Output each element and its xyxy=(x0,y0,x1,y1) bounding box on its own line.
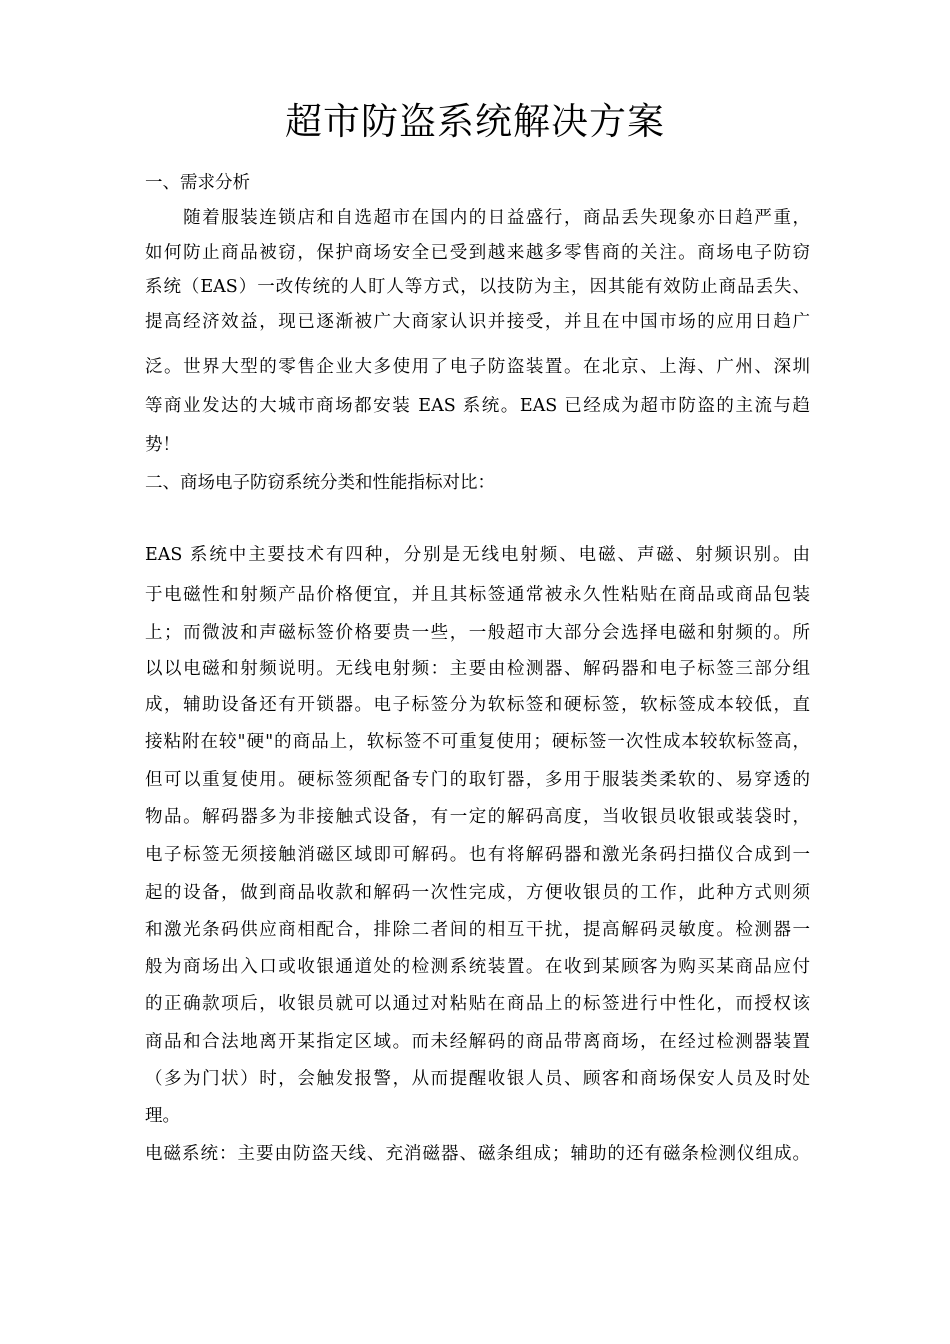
paragraph-line: 随着服装连锁店和自选超市在国内的日益盛行，商品丢失现象亦日趋严重， xyxy=(145,208,810,228)
paragraph-line: 物品。解码器多为非接触式设备，有一定的解码高度，当收银员收银或装袋时， xyxy=(145,807,810,827)
paragraph-line: 泛。世界大型的零售企业大多使用了电子防盗装置。在北京、上海、广州、深圳 xyxy=(145,357,810,377)
paragraph-line: 起的设备，做到商品收款和解码一次性完成，方便收银员的工作，此种方式则须 xyxy=(145,883,810,903)
section-heading-eas-classification: 二、商场电子防窃系统分类和性能指标对比： xyxy=(145,473,495,493)
paragraph-line: 上；而微波和声磁标签价格要贵一些，一般超市大部分会选择电磁和射频的。所 xyxy=(145,623,810,643)
paragraph-line-em-system: 电磁系统：主要由防盗天线、充消磁器、磁条组成；辅助的还有磁条检测仪组成。 xyxy=(145,1144,810,1164)
paragraph-line: 但可以重复使用。硬标签须配备专门的取钉器，多用于服装类柔软的、易穿透的 xyxy=(145,770,810,790)
paragraph-line: 电子标签无须接触消磁区域即可解码。也有将解码器和激光条码扫描仪合成到一 xyxy=(145,845,810,865)
paragraph-line: 以以电磁和射频说明。无线电射频：主要由检测器、解码器和电子标签三部分组 xyxy=(145,659,810,679)
paragraph-line: 势！ xyxy=(145,435,180,455)
document-title: 超市防盗系统解决方案 xyxy=(285,100,665,143)
paragraph-line: 接粘附在较"硬"的商品上，软标签不可重复使用；硬标签一次性成本较软标签高， xyxy=(145,732,810,752)
paragraph-line: EAS 系统中主要技术有四种，分别是无线电射频、电磁、声磁、射频识别。由 xyxy=(145,545,810,565)
section-heading-needs-analysis: 一、需求分析 xyxy=(145,173,250,193)
paragraph-line: （多为门状）时，会触发报警，从而提醒收银人员、顾客和商场保安人员及时处 xyxy=(145,1069,810,1089)
paragraph-line: 商品和合法地离开某指定区域。而未经解码的商品带离商场，在经过检测器装置 xyxy=(145,1032,810,1052)
paragraph-line: 如何防止商品被窃，保护商场安全已受到越来越多零售商的关注。商场电子防窃 xyxy=(145,243,810,263)
paragraph-line: 等商业发达的大城市商场都安装 EAS 系统。EAS 已经成为超市防盗的主流与趋 xyxy=(145,396,810,416)
paragraph-line: 提高经济效益，现已逐渐被广大商家认识并接受，并且在中国市场的应用日趋广 xyxy=(145,312,810,332)
paragraph-line: 和激光条码供应商相配合，排除二者间的相互干扰，提高解码灵敏度。检测器一 xyxy=(145,920,810,940)
paragraph-line: 于电磁性和射频产品价格便宜，并且其标签通常被永久性粘贴在商品或商品包装 xyxy=(145,585,810,605)
paragraph-line: 般为商场出入口或收银通道处的检测系统装置。在收到某顾客为购买某商品应付 xyxy=(145,957,810,977)
paragraph-line: 理。 xyxy=(145,1106,180,1126)
paragraph-line: 的正确款项后，收银员就可以通过对粘贴在商品上的标签进行中性化，而授权该 xyxy=(145,994,810,1014)
paragraph-line: 成，辅助设备还有开锁器。电子标签分为软标签和硬标签，软标签成本较低，直 xyxy=(145,695,810,715)
paragraph-line: 系统（EAS）一改传统的人盯人等方式，以技防为主，因其能有效防止商品丢失、 xyxy=(145,277,810,297)
